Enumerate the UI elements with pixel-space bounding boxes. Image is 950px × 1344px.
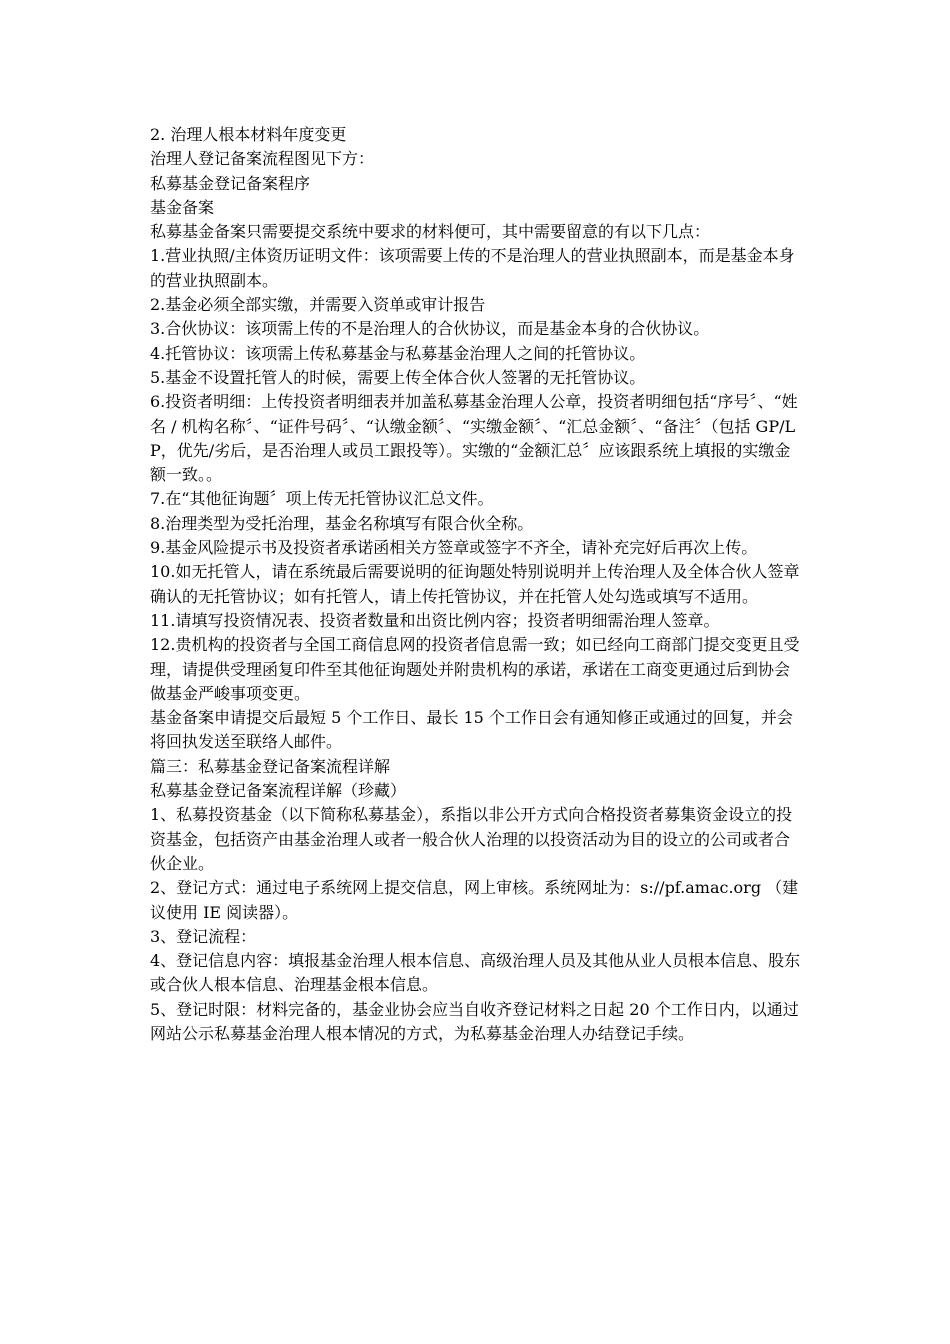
text-line: 治理人登记备案流程图见下方：	[150, 149, 375, 169]
list-item: 1.营业执照/主体资历证明文件：该项需要上传的不是治理人的营业执照副本，而是基金本身的营业执照副本。	[150, 246, 795, 290]
section-heading: 私募基金登记备案流程详解（珍藏）	[150, 781, 407, 801]
text-line: 2. 治理人根本材料年度变更	[150, 125, 347, 144]
document-body	[150, 123, 802, 1046]
list-item: 5、登记时限：材料完备的，基金业协会应当自收齐登记材料之日起 20 个工作日内，以通过网站公示私募基金治理人根本情况的方式，为私募基金治理人办结登记手续。	[150, 999, 799, 1043]
list-item: 8.治理类型为受托治理，基金名称填写有限合伙全称。	[150, 513, 534, 533]
list-item: 3、登记流程：	[150, 926, 257, 946]
list-item: 1、私募投资基金（以下简称私募基金），系指以非公开方式向合格投资者募集资金设立的投资基金，包括资产由基金治理人或者一般合伙人治理的以投资活动为目的设立的公司或者合伙企业。	[150, 805, 793, 873]
paragraph: 基金备案申请提交后最短 5 个工作日、最长 15 个工作日会有通知修正或通过的回复，并会将回执发送至联络人邮件。	[150, 708, 793, 752]
list-item: 12.贵机构的投资者与全国工商信息网的投资者信息需一致；如已经向工商部门提交变更且受理，请提供受理函复印件至其他征询题处并附贵机构的承诺，承诺在工商变更通过后到协会做基金严峻事项变更。	[150, 635, 800, 703]
paragraph: 私募基金备案只需要提交系统中要求的材料便可，其中需要留意的有以下几点：	[150, 222, 711, 242]
list-item: 5.基金不设置托管人的时候，需要上传全体合伙人签署的无托管协议。	[150, 367, 646, 387]
list-item: 10.如无托管人，请在系统最后需要说明的征询题处特别说明并上传治理人及全体合伙人签章确认的无托管协议；如有托管人，请上传托管协议，并在托管人处勾选或填写不适用。	[150, 562, 800, 606]
list-item: 4、登记信息内容：填报基金治理人根本信息、高级治理人员及其他从业人员根本信息、股东或合伙人根本信息、治理基金根本信息。	[150, 951, 801, 995]
section-heading: 私募基金登记备案程序	[150, 173, 311, 193]
list-item: 9.基金风险提示书及投资者承诺函相关方签章或签字不齐全，请补充完好后再次上传。	[150, 538, 758, 558]
section-heading: 篇三：私募基金登记备案流程详解	[150, 756, 391, 776]
list-item: 2.基金必须全部实缴，并需要入资单或审计报告	[150, 295, 486, 315]
section-heading: 基金备案	[150, 197, 215, 217]
list-item: 7.在“其他征询题〞项上传无托管协议汇总文件。	[150, 489, 494, 509]
list-item: 2、登记方式：通过电子系统网上提交信息，网上审核。系统网址为：s://pf.amac.org （建议使用 IE 阅读器）。	[150, 878, 799, 922]
list-item: 3.合伙协议：该项需上传的不是治理人的合伙协议，而是基金本身的合伙协议。	[150, 319, 710, 339]
list-item: 6.投资者明细：上传投资者明细表并加盖私募基金治理人公章，投资者明细包括“序号〞、“姓名 / 机构名称〞、“证件号码〞、“认缴金额〞、“实缴金额〞、“汇总金额〞、“备注〞（包括 GP/LP，优先/劣后，是否治理人或员工跟投等）。实缴的“金额汇总〞应该跟系统上填报的实缴金额一致。。	[150, 392, 798, 485]
list-item: 4.托管协议：该项需上传私募基金与私募基金治理人之间的托管协议。	[150, 343, 646, 363]
list-item: 11.请填写投资情况表、投资者数量和出资比例内容；投资者明细需治理人签章。	[150, 610, 720, 630]
